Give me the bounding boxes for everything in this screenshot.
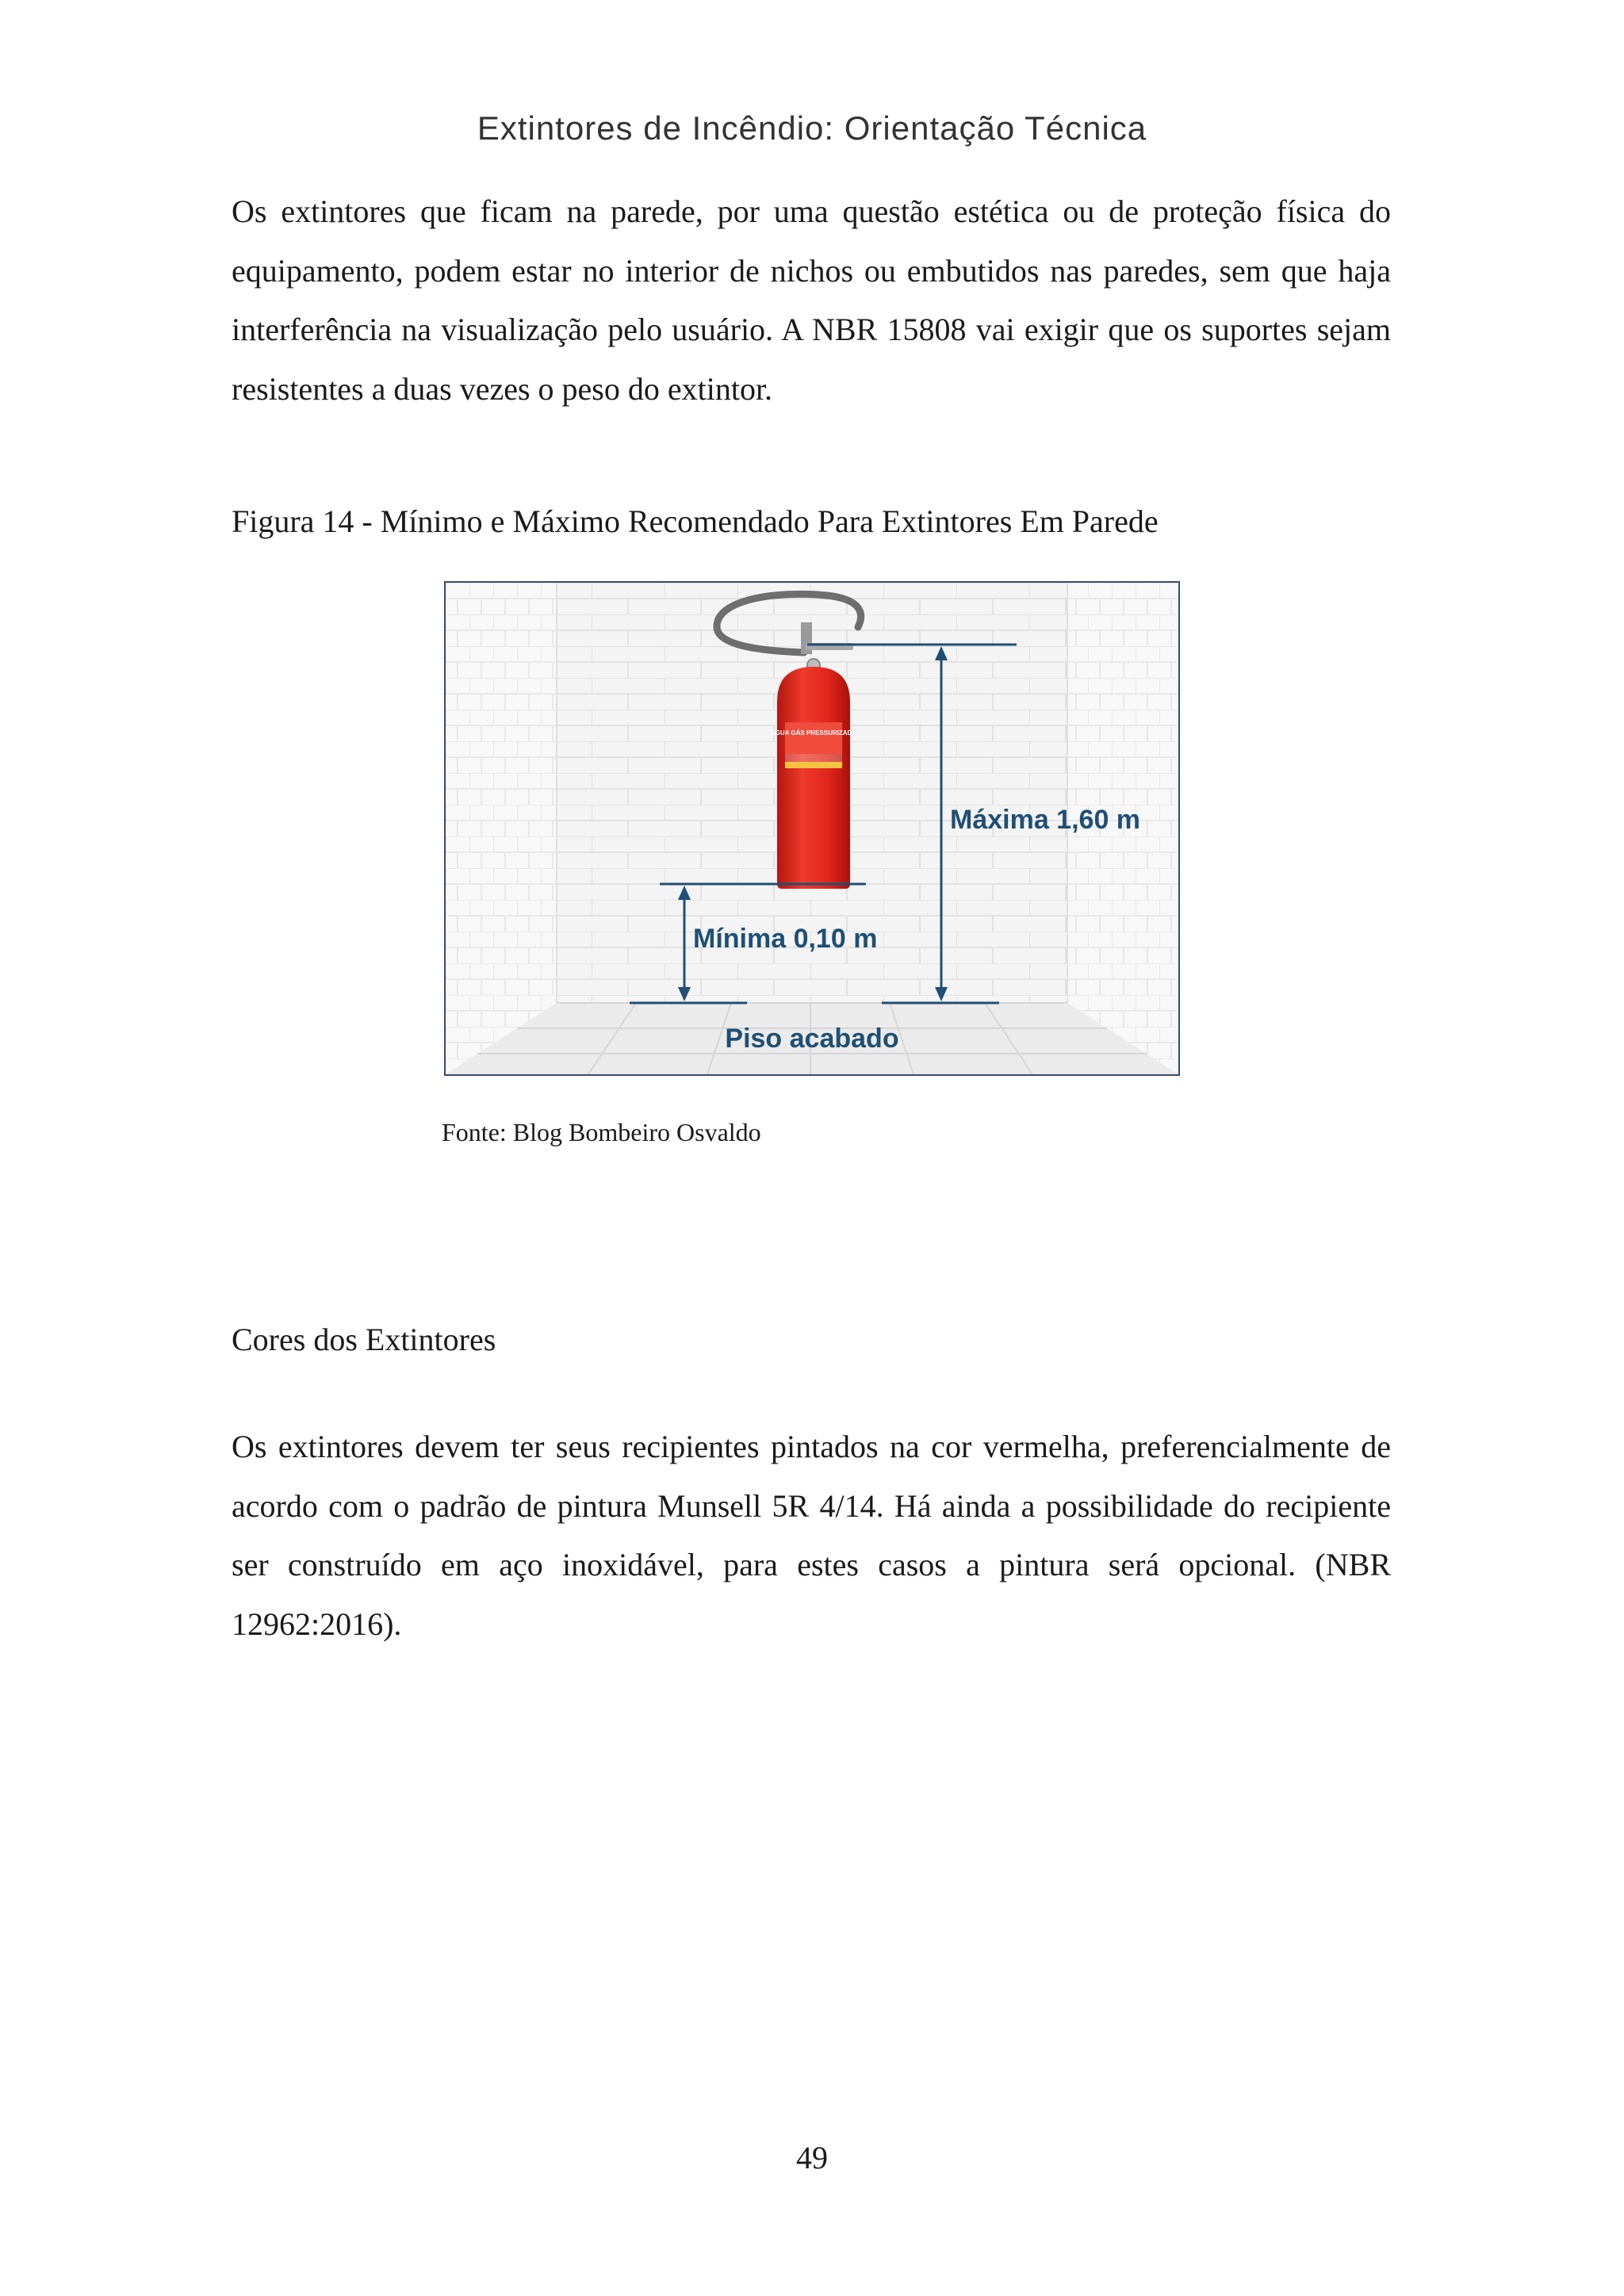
paragraph-wall-mounting: Os extintores que ficam na parede, por uma questão estética ou de proteção física do equipamento, podem estar no interior de nichos ou embutidos nas paredes, sem que haja interferência na visualização pelo usuário. A NBR 15808 vai exigir que os suportes sejam resistentes a duas vezes o peso do extintor. [232, 193, 1391, 407]
floor-label: Piso acabado [725, 1024, 899, 1054]
page-number: 49 [796, 2140, 828, 2175]
min-height-label: Mínima 0,10 m [693, 924, 878, 954]
max-height-label: Máxima 1,60 m [950, 805, 1141, 835]
extinguisher-height-illustration [446, 583, 1178, 1074]
fire-extinguisher-icon [777, 667, 850, 889]
left-side-wall [446, 583, 557, 1074]
paragraph-extinguisher-colors: Os extintores devem ter seus recipientes pintados na cor vermelha, preferencialmente de acordo com o padrão de pintura Munsell 5R 4/14. Há ainda a possibilidade do recipiente ser construído em aço inoxidável, para estes casos a pintura será opcional. (NBR 12962:2016). [232, 1429, 1391, 1642]
figure-source: Fonte: Blog Bombeiro Osvaldo [442, 1118, 761, 1146]
figure-extinguisher-heights [444, 581, 1180, 1076]
running-header: Extintores de Incêndio: Orientação Técnica [477, 109, 1147, 147]
figure-caption: Figura 14 - Mínimo e Máximo Recomendado Para Extintores Em Parede [232, 503, 1159, 539]
extinguisher-tag: ÁGUA GÁS PRESSURIZADA [770, 729, 857, 737]
section-title: Cores dos Extintores [232, 1322, 496, 1357]
